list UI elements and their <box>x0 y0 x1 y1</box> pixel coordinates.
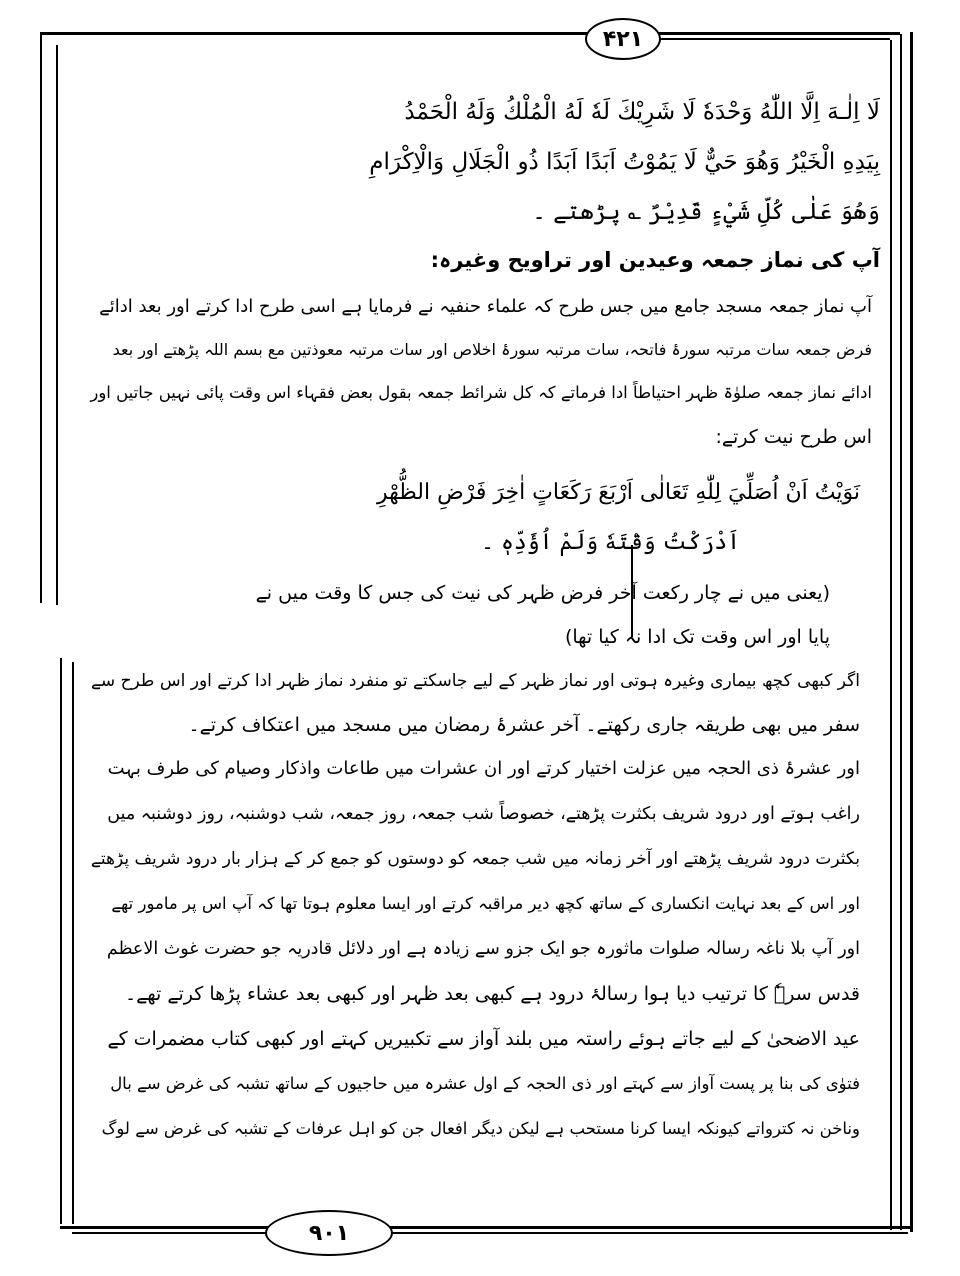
text-line: فتوٰی کی بنا پر پست آواز سے کہتے اور ذی الحجہ کے اول عشرہ میں حاجیوں کے ساتھ تشبہ کی غرض سے بال <box>110 1074 860 1093</box>
translation-line: (یعنی میں نے چار رکعت آخر فرض ظہر کی نیت کی جس کا وقت میں نے <box>255 582 830 604</box>
arabic-line: وَهُوَ عَلٰى كُلِّ شَيْءٍ قَدِيْرٌ ؎ پڑھتے ۔ <box>532 199 880 225</box>
section-heading: آپ کی نماز جمعہ وعیدین اور تراویح وغیرہ: <box>430 248 880 272</box>
frame-left-lower2 <box>72 662 74 1224</box>
frame-bottom-line-right <box>388 1226 912 1229</box>
arabic-niyyah-line: اَدْرَكْتُ وَقْتَهٗ وَلَمْ اُؤَدِّهٖ ۔ <box>481 530 740 555</box>
frame-bottom-line-2r <box>388 1232 908 1234</box>
header-page-number: ۴۲۱ <box>585 18 661 60</box>
translation-line: پایا اور اس وقت تک ادا نہ کیا تھا) <box>564 626 830 648</box>
arabic-niyyah-line: نَوَيْتُ اَنْ اُصَلِّيَ لِلّٰهِ تَعَالٰى اَرْبَعَ رَكَعَاتٍ اٰخِرَ فَرْضِ الظُّهْرِ <box>376 480 860 505</box>
frame-bottom-line-2 <box>72 1232 270 1234</box>
frame-right-outer <box>910 32 913 1232</box>
text-line: عید الاضحیٰ کے لیے جاتے ہوئے راستہ میں بلند آواز سے تکبیریں کہتے اور کبھی کتاب مضمرات کے <box>107 1028 860 1050</box>
frame-top-inner <box>658 38 890 40</box>
frame-bottom-line <box>60 1226 270 1229</box>
frame-top-line-right <box>658 32 900 35</box>
text-line: فرض جمعہ سات مرتبہ سورۂ فاتحہ، سات مرتبہ سورۂ اخلاص اور سات مرتبہ معوذتین مع بسم اللہ پڑھتے اور بعد <box>112 340 872 359</box>
arabic-line: لَا اِلٰـهَ اِلَّا اللّٰهُ وَحْدَهٗ لَا شَرِيْكَ لَهٗ لَهُ الْمُلْكُ وَلَهُ الْحَمْدُ <box>404 99 880 125</box>
arabic-line: بِيَدِهِ الْخَيْرُ وَهُوَ حَيٌّ لَا يَمُوْتُ اَبَدًا اَبَدًا ذُو الْجَلَالِ وَالْاِكْرَامِ <box>369 149 880 175</box>
text-line: اس طرح نیت کرتے: <box>715 426 872 448</box>
text-line: بکثرت درود شریف پڑھتے اور آخر زمانہ میں شب جمعہ کو دوستوں کو جمع کر کے ہزار بار درود شریف پڑھتے <box>90 849 860 869</box>
frame-right-mid <box>900 34 902 1230</box>
frame-left-upper2 <box>56 45 58 605</box>
frame-left-lower <box>60 658 62 1224</box>
text-line: اور عشرۂ ذی الحجہ میں عزلت اختیار کرتے اور ان عشرات میں طاعات واذکار وصیام کی طرف بہت <box>107 758 860 779</box>
text-line: قدس سرہٗ کا ترتیب دیا ہوا رسالۂ درود ہے کبھی بعد ظہر اور کبھی بعد عشاء پڑھا کرتے تھے۔ <box>125 983 860 1005</box>
frame-top-line <box>40 32 588 35</box>
text-line: آپ نماز جمعہ مسجد جامع میں جس طرح کہ علماء حنفیہ نے فرمایا ہے اسی طرح ادا کرتے اور بعد ادائے <box>99 296 872 317</box>
frame-left-upper <box>40 33 42 603</box>
text-line: اور آپ بلا ناغہ رسالہ صلوات ماثورہ جو ایک جزو سے زیادہ ہے اور دلائل قادریہ جو حضرت غوث الاعظم <box>106 939 860 959</box>
footer-page-number: ۹۰۱ <box>265 1210 393 1256</box>
text-line: راغب ہوتے اور درود شریف بکثرت پڑھتے، خصوصاً شب جمعہ، روز جمعہ، شب دوشنبہ، روز دوشنبہ میں <box>107 804 860 824</box>
text-line: اگر کبھی کچھ بیماری وغیرہ ہوتی اور نماز ظہر کے لیے جاسکتے تو منفرد نماز ظہر ادا کرتے اور اس طرح سے <box>90 671 860 691</box>
text-line: اور اس کے بعد نہایت انکساری کے ساتھ کچھ دیر مراقبہ کرتے اور ایسا معلوم ہوتا تھا کہ آپ اس پر مامور تھے <box>111 894 860 913</box>
text-line: سفر میں بھی طریقہ جاری رکھتے۔ آخر عشرۂ رمضان میں مسجد میں اعتکاف کرتے۔ <box>188 714 860 736</box>
text-line: ادائے نماز جمعہ صلوٰۃ ظہر احتیاطاً ادا فرماتے کہ کل شرائط جمعہ بقول بعض فقہاء اس وقت پائی نہیں جاتیں اور <box>90 383 872 402</box>
frame-right-inner <box>890 40 892 1230</box>
text-line: وناخن نہ کترواتے کیونکہ ایسا کرنا مستحب ہے لیکن دیگر افعال جن کو اہل عرفات کے تشبہ کی غرض سے لوگ <box>101 1119 860 1138</box>
